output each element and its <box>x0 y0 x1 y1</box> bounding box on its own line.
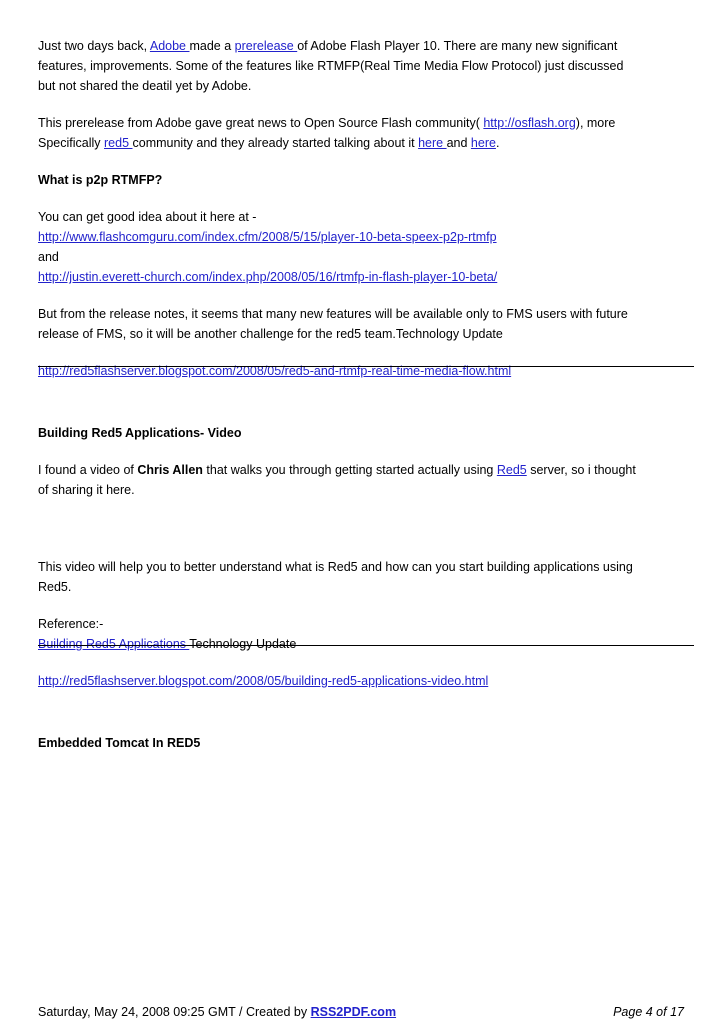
post2-reference: Reference:- Building Red5 Applications Technology Update <box>38 617 297 651</box>
post3-title: Embedded Tomcat In RED5 <box>38 736 201 750</box>
heading-p2p-rtmfp: What is p2p RTMFP? <box>38 173 163 187</box>
justin-everett-church-link[interactable]: http://justin.everett-church.com/index.php/2008/05/16/rtmfp-in-flash-player-10-beta/ <box>38 270 498 284</box>
post1-paragraph-2: This prerelease from Adobe gave great news to Open Source Flash community( http://osflash.org), more Specifically red5 community and they already started talking about it here and here. <box>38 116 616 150</box>
author-name: Chris Allen <box>137 463 203 477</box>
post1-paragraph-1: Just two days back, Adobe made a prerelease of Adobe Flash Player 10. There are many new significant features, improvements. Some of the features like RTMFP(Real Time Media Flow Protocol) just discussed but not shared the deatil yet by Adobe. <box>38 39 624 93</box>
footer-text: Saturday, May 24, 2008 09:25 GMT / Created by <box>38 1005 311 1019</box>
here-link-1[interactable]: here <box>418 136 447 150</box>
reference-link[interactable]: Building Red5 Applications <box>38 637 190 651</box>
divider-rule-2 <box>38 645 694 646</box>
divider-rule-1 <box>38 366 694 367</box>
page-number: Page 4 of 17 <box>613 1005 684 1019</box>
here-link-2[interactable]: here <box>470 136 496 150</box>
page-footer <box>38 1003 684 1021</box>
post1-paragraph-3: You can get good idea about it here at - http://www.flashcomguru.com/index.cfm/2008/5/15/player-10-beta-speex-p2p-rtmfp and http://justin.everett-church.com/index.php/2008/05/16/rtmfp-in-flash-player-10-beta/ <box>38 210 498 284</box>
post1-permalink-link[interactable]: http://red5flashserver.blogspot.com/2008/05/red5-and-rtmfp-real-time-media-flow.html <box>38 364 512 378</box>
post2-paragraph-1: I found a video of Chris Allen that walks you through getting started actually using Red5 server, so i thought of sharing it here. <box>38 463 636 497</box>
flashcomguru-link[interactable]: http://www.flashcomguru.com/index.cfm/2008/5/15/player-10-beta-speex-p2p-rtmfp <box>38 230 497 244</box>
post1-permalink <box>38 361 688 381</box>
post2-permalink <box>38 671 688 691</box>
red5-link[interactable]: red5 <box>104 136 133 150</box>
post1-paragraph-4: But from the release notes, it seems that many new features will be available only to FMS users with future release of FMS, so it will be another challenge for the red5 team.Technology Update <box>38 307 628 341</box>
post2-paragraph-2: This video will help you to better understand what is Red5 and how can you start building applications using Red5. <box>38 560 633 594</box>
prerelease-link[interactable]: prerelease <box>234 39 298 53</box>
red5-server-link[interactable]: Red5 <box>496 463 527 477</box>
rss2pdf-link[interactable]: RSS2PDF.com <box>310 1005 397 1019</box>
adobe-link[interactable]: Adobe <box>149 39 190 53</box>
osflash-link[interactable]: http://osflash.org <box>483 116 576 130</box>
post2-title: Building Red5 Applications- Video <box>38 426 242 440</box>
post2-permalink-link[interactable]: http://red5flashserver.blogspot.com/2008/05/building-red5-applications-video.html <box>38 674 489 688</box>
